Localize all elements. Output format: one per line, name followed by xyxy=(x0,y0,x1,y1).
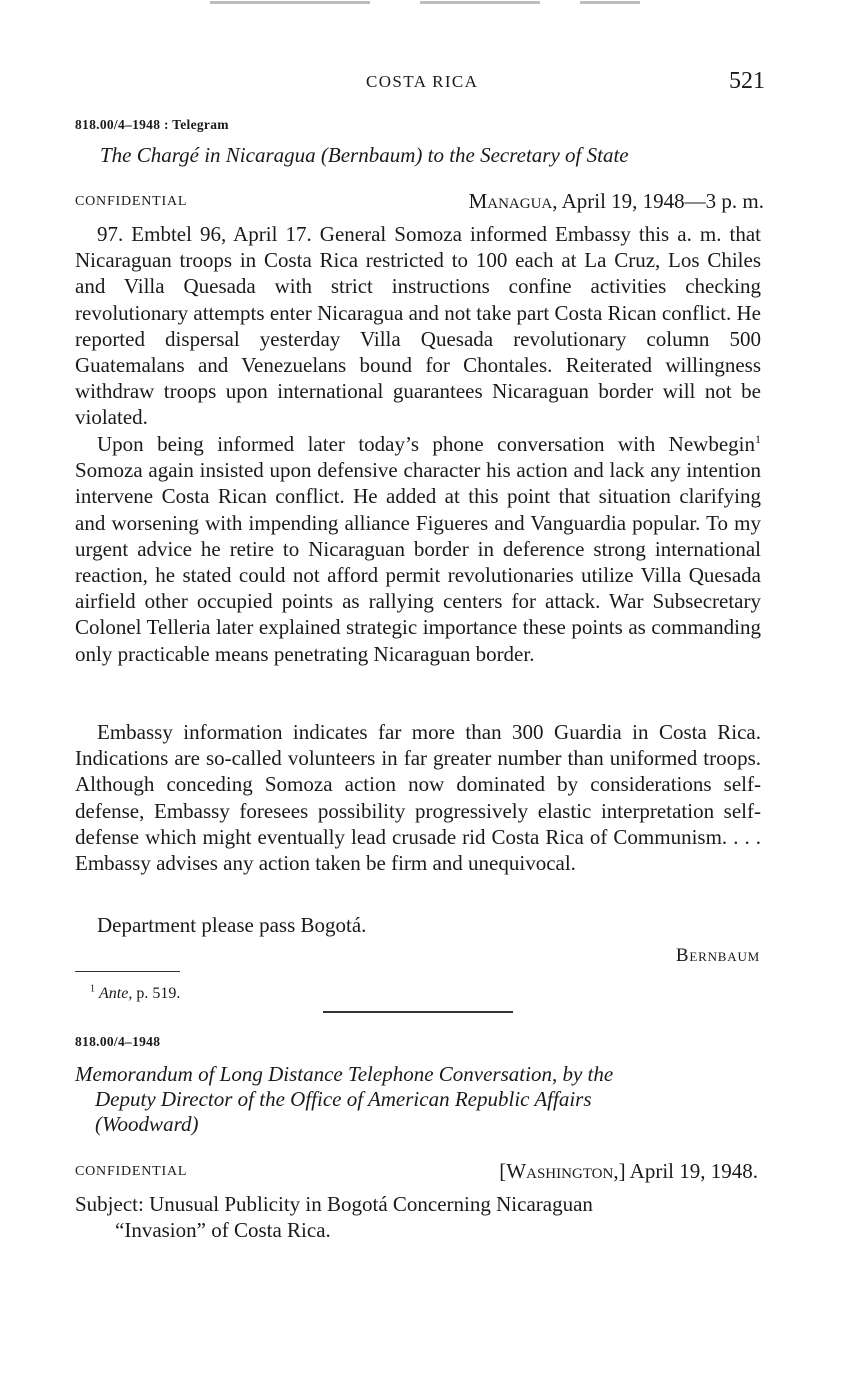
doc1-paragraph-2-before: Upon being informed later today’s phone conversation with Newbegin xyxy=(97,432,755,456)
doc1-place: Managua, xyxy=(468,189,558,213)
doc1-date: April 19, 1948—3 p. m. xyxy=(561,189,764,213)
doc2-subject-continuation: “Invasion” of Costa Rica. xyxy=(115,1218,331,1242)
section-separator xyxy=(323,1011,513,1013)
page-number: 521 xyxy=(729,68,765,94)
doc1-place-date xyxy=(469,189,764,214)
doc2-title-line-3: (Woodward) xyxy=(95,1112,199,1136)
footnote-rule xyxy=(75,971,180,972)
doc1-paragraph-1: 97. Embtel 96, April 17. General Somoza informed Embassy this a. m. that Nicaraguan troops in Costa Rica restricted to 100 each at La Cruz, Los Chiles and Villa Quesada with strict instructions confine activities checking revolutionary attempts enter Nicaragua and not take part Costa Rican conflict. He reported dispersal yesterday Villa Quesada revolutionary column 500 Guatemalans and Venezuelans bound for Chontales. Reiterated willingness withdraw troops upon international guarantees Nicaraguan border will not be violated. xyxy=(75,222,761,430)
footnote-text: p. 519. xyxy=(132,985,181,1002)
doc2-subject xyxy=(75,1191,758,1243)
running-head: COSTA RICA xyxy=(366,72,479,91)
top-edge-artifact xyxy=(200,0,640,6)
doc1-paragraph-2-after: Somoza again insisted upon defensive character his action and lack any intention intervene Costa Rican conflict. He added at this point that situation clarifying and worsening with impending alliance Figueres and Vanguardia popular. To my urgent advice he retire to Nicaraguan border in deference strong international reaction, he stated could not afford permit revolutionaries utilize Villa Quesada airfield other occupied points as rallying centers for attack. War Subsecretary Colonel Telleria later explained strategic importance these points as commanding only practicable means penetrating Nicaraguan border. xyxy=(75,458,761,666)
doc1-title: The Chargé in Nicaragua (Bernbaum) to the Secretary of State xyxy=(100,143,629,167)
doc2-title-line-1: Memorandum of Long Distance Telephone Conversation, by the xyxy=(75,1062,614,1086)
doc2-date: April 19, 1948. xyxy=(629,1159,758,1183)
doc1-paragraph-3: Embassy information indicates far more than 300 Guardia in Costa Rica. Indications are so-called volunteers in far greater number than uniformed troops. Although conceding Somoza action now dominated by considerations self-defense, Embassy foresees possibility progressively elastic interpretation self-defense which might eventually lead crusade rid Costa Rica of Communism. . . . Embassy advises any action taken be firm and unequivocal. xyxy=(75,720,761,876)
doc2-subject-text: Unusual Publicity in Bogotá Concerning Nicaraguan xyxy=(149,1192,593,1216)
doc1-paragraph-2 xyxy=(75,431,761,667)
doc2-classification: CONFIDENTIAL xyxy=(75,1164,188,1179)
doc2-file-reference: 818.00/4–1948 xyxy=(75,1034,161,1049)
doc2-title-line-2: Deputy Director of the Office of American Republic Affairs xyxy=(95,1087,592,1111)
doc2-place: [Washington,] xyxy=(499,1159,626,1183)
footnote-reference-mark: 1 xyxy=(755,432,761,446)
footnote-mark: 1 xyxy=(90,983,95,995)
doc1-classification: CONFIDENTIAL xyxy=(75,194,188,209)
doc2-title xyxy=(75,1062,765,1137)
footnote-italic: Ante, xyxy=(99,985,133,1002)
doc1-paragraph-4: Department please pass Bogotá. xyxy=(97,913,367,937)
doc2-subject-label: Subject: xyxy=(75,1192,144,1216)
doc1-signature: Bernbaum xyxy=(675,945,760,966)
footnote xyxy=(90,985,180,1003)
doc1-file-reference: 818.00/4–1948 : Telegram xyxy=(75,117,229,132)
doc2-place-date xyxy=(499,1159,758,1184)
